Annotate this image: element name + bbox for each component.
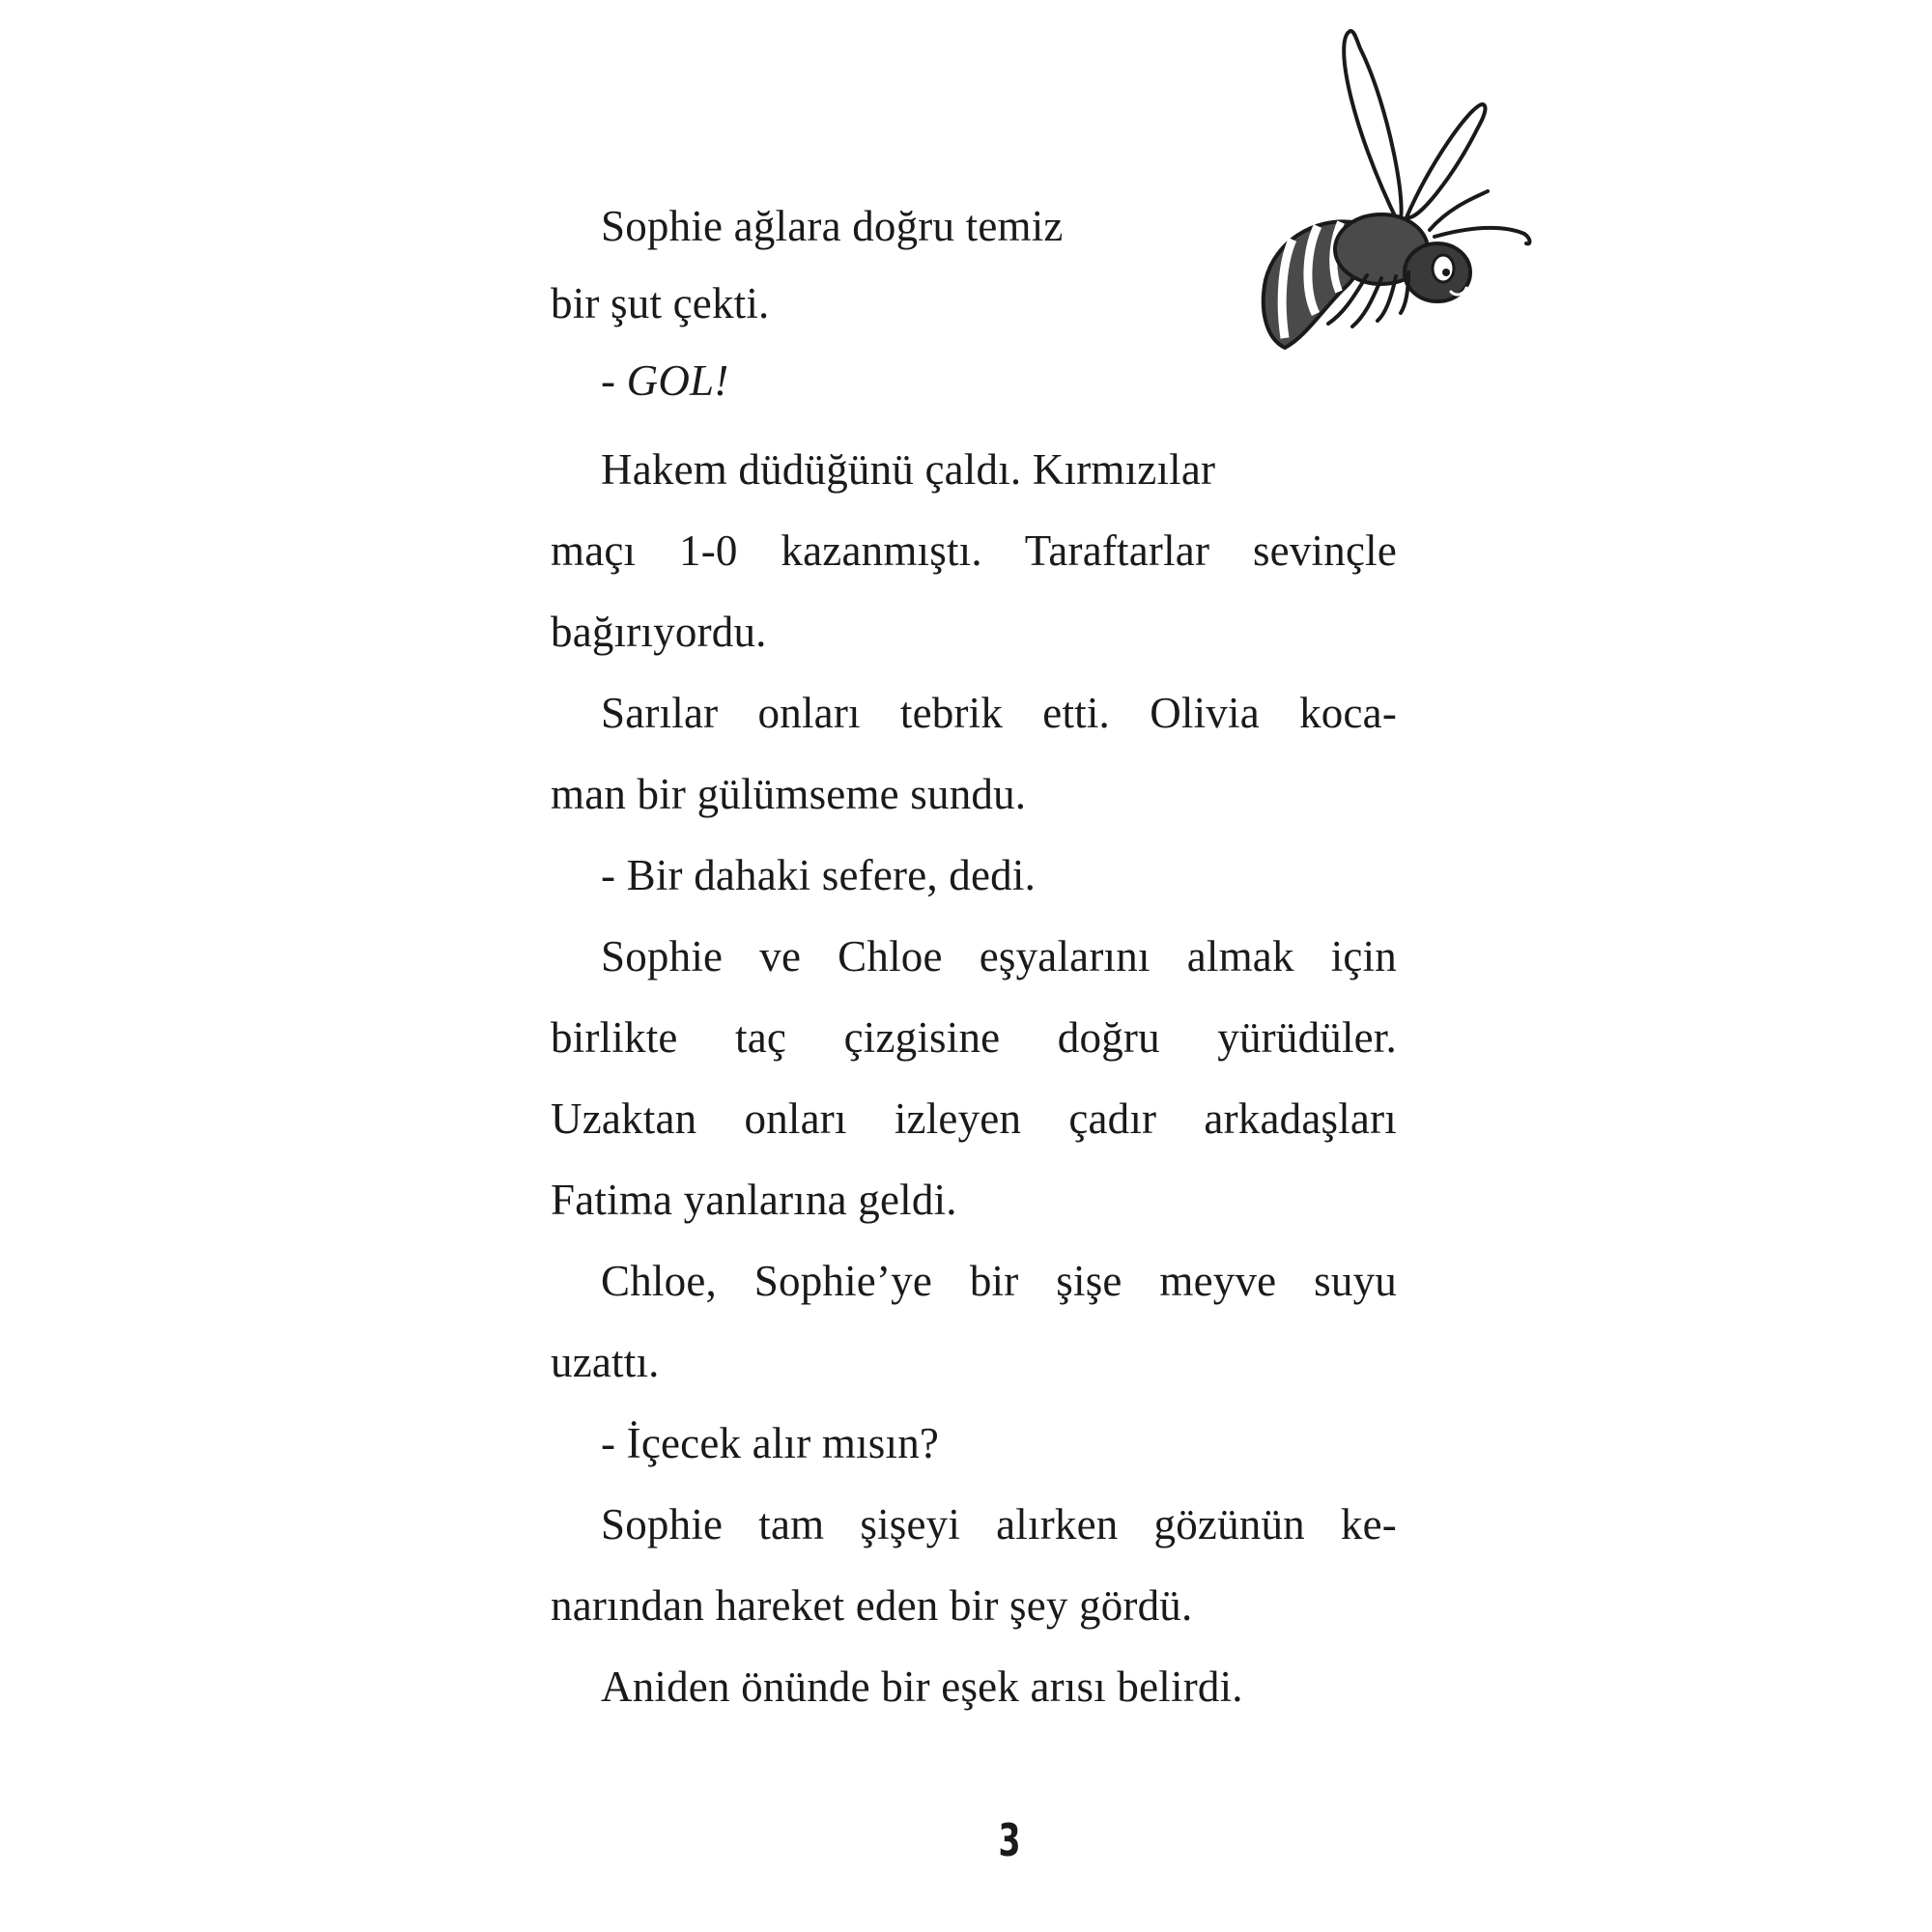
text-line: birlikte taç çizgisine doğru yürüdüler. xyxy=(551,1013,1397,1062)
dialogue-line: - Bir dahaki sefere, dedi. xyxy=(601,851,1037,899)
text-line: Aniden önünde bir eşek arısı belirdi. xyxy=(601,1662,1243,1711)
dialogue-line xyxy=(601,352,728,410)
text-line: Sophie tam şişeyi alırken gözünün ke- xyxy=(601,1500,1397,1548)
text-line: Sarılar onları tebrik etti. Olivia koca- xyxy=(601,689,1397,737)
dialogue-line: - İçecek alır mısın? xyxy=(601,1419,940,1467)
text-line: Sophie ve Chloe eşyalarını almak için xyxy=(601,932,1397,980)
text-line: maçı 1-0 kazanmıştı. Taraftarlar sevinçle xyxy=(551,526,1397,575)
text-line: narından hareket eden bir şey gördü. xyxy=(551,1581,1193,1630)
wasp-icon xyxy=(1236,19,1555,357)
text-line: Fatima yanlarına geldi. xyxy=(551,1176,957,1224)
text-line: bir şut çekti. xyxy=(551,279,770,327)
text-line: Chloe, Sophie’ye bir şişe meyve suyu xyxy=(601,1257,1397,1305)
text-line: uzattı. xyxy=(551,1338,660,1386)
page-number: 3 xyxy=(998,1814,1021,1866)
goal-exclamation: GOL! xyxy=(626,356,729,405)
dash: - xyxy=(601,356,627,405)
text-line: Hakem düdüğünü çaldı. Kırmızılar xyxy=(601,445,1216,494)
text-line: bağırıyordu. xyxy=(551,608,767,656)
text-line: Sophie ağlara doğru temiz xyxy=(601,202,1064,250)
text-line: man bir gülümseme sundu. xyxy=(551,770,1027,818)
text-line: Uzaktan onları izleyen çadır arkadaşları xyxy=(551,1094,1397,1143)
